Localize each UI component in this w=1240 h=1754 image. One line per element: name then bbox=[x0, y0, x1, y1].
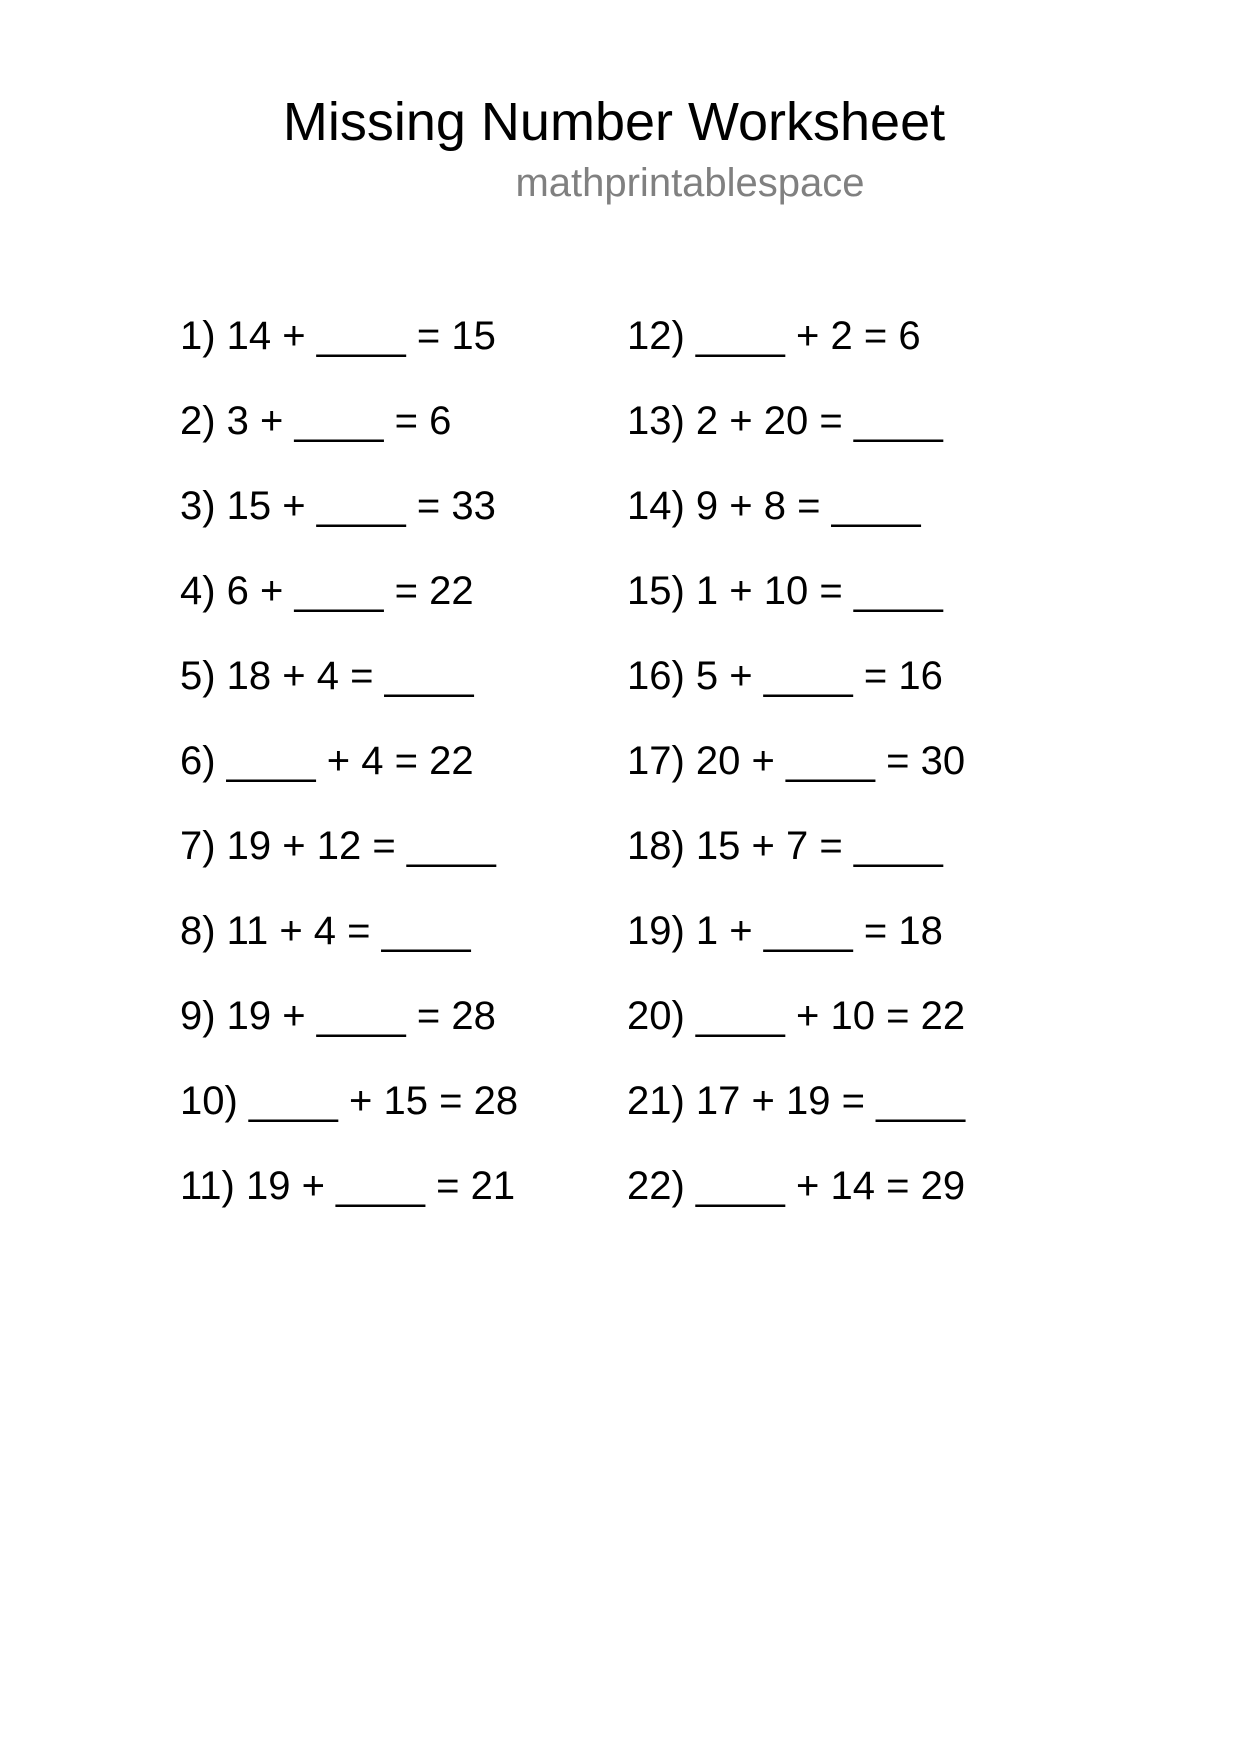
subtitle bbox=[0, 160, 1240, 206]
problem-1: 1) 14 + ____ = 15 bbox=[180, 314, 496, 358]
left-problem-column bbox=[180, 310, 518, 1245]
problem-7: 7) 19 + 12 = ____ bbox=[180, 824, 496, 868]
problem-13: 13) 2 + 20 = ____ bbox=[627, 399, 943, 443]
problem-12: 12) ____ + 2 = 6 bbox=[627, 314, 921, 358]
page-title bbox=[0, 92, 1240, 152]
problem-3: 3) 15 + ____ = 33 bbox=[180, 484, 496, 528]
problem-17: 17) 20 + ____ = 30 bbox=[627, 739, 966, 783]
subtitle-text: mathprintablespace bbox=[515, 161, 865, 205]
problem-6: 6) ____ + 4 = 22 bbox=[180, 739, 474, 783]
problem-20: 20) ____ + 10 = 22 bbox=[627, 994, 966, 1038]
problem-11: 11) 19 + ____ = 21 bbox=[180, 1164, 516, 1208]
problem-9: 9) 19 + ____ = 28 bbox=[180, 994, 496, 1038]
problem-8: 8) 11 + 4 = ____ bbox=[180, 909, 471, 953]
problem-22: 22) ____ + 14 = 29 bbox=[627, 1164, 966, 1208]
problem-16: 16) 5 + ____ = 16 bbox=[627, 654, 943, 698]
problem-4: 4) 6 + ____ = 22 bbox=[180, 569, 474, 613]
problem-18: 18) 15 + 7 = ____ bbox=[627, 824, 943, 868]
problem-21: 21) 17 + 19 = ____ bbox=[627, 1079, 966, 1123]
problem-2: 2) 3 + ____ = 6 bbox=[180, 399, 452, 443]
problem-14: 14) 9 + 8 = ____ bbox=[627, 484, 921, 528]
problem-19: 19) 1 + ____ = 18 bbox=[627, 909, 943, 953]
problem-10: 10) ____ + 15 = 28 bbox=[180, 1079, 519, 1123]
problem-15: 15) 1 + 10 = ____ bbox=[627, 569, 943, 613]
problem-5: 5) 18 + 4 = ____ bbox=[180, 654, 474, 698]
title-text: Missing Number Worksheet bbox=[282, 92, 946, 152]
right-problem-column bbox=[627, 310, 965, 1245]
